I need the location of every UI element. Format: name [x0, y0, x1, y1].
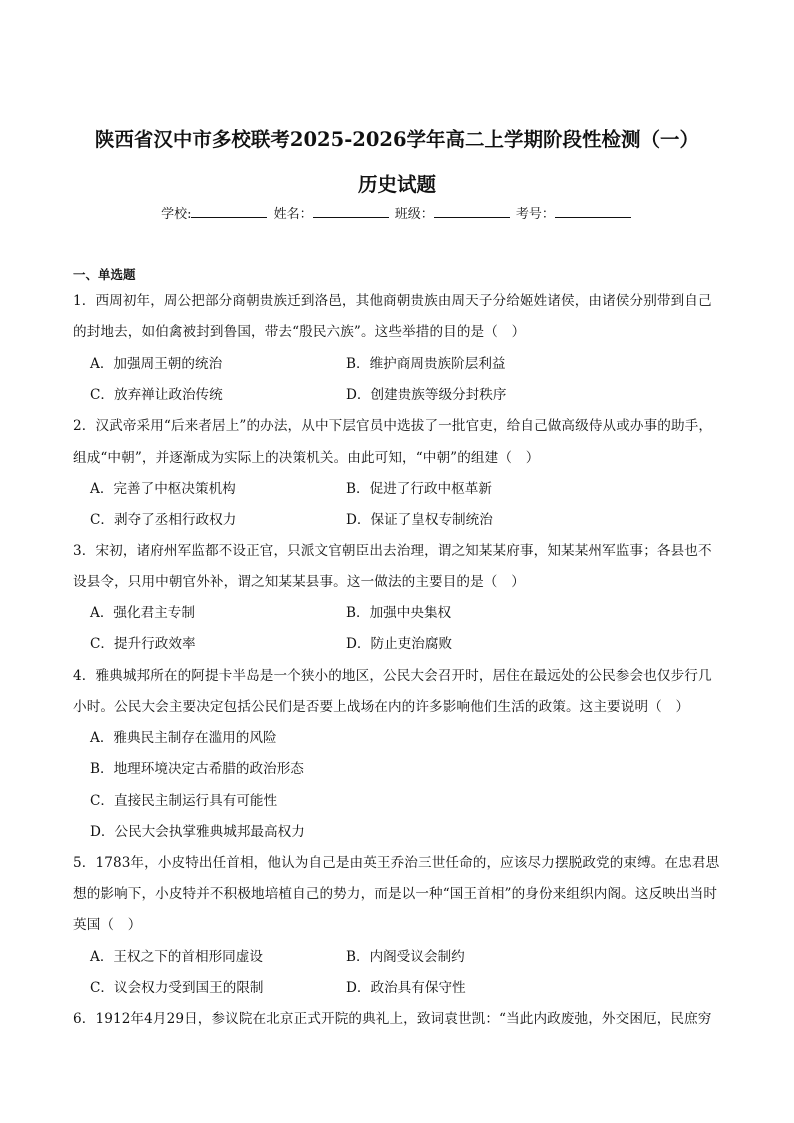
question-3-line-1: 3．宋初，诸府州军监都不设正官，只派文官朝臣出去治理，谓之知某某府事，知某某州军监事；各县也不 [73, 543, 712, 559]
class-blank[interactable] [434, 205, 510, 218]
school-label: 学校: [161, 207, 192, 222]
question-1-option-a: A．加强周王朝的统治 [90, 356, 223, 372]
question-6-line-1: 6．1912年4月29日，参议院在北京正式开院的典礼上，致词袁世凯：“当此内政废弛，外交困厄，民庶穷 [73, 1011, 712, 1027]
student-info-row [0, 203, 794, 222]
question-5-option-a: A．王权之下的首相形同虚设 [90, 949, 263, 965]
question-4-option-d: D．公民大会执掌雅典城邦最高权力 [90, 824, 305, 840]
question-5-option-b: B．内阁受议会制约 [346, 949, 465, 965]
question-3-option-c: C．提升行政效率 [90, 636, 196, 652]
exam-title: 陕西省汉中市多校联考2025-2026学年高二上学期阶段性检测（一） [94, 128, 700, 151]
question-2-option-b: B．促进了行政中枢革新 [346, 481, 492, 497]
school-blank[interactable] [191, 205, 267, 218]
question-5-line-1: 5．1783年，小皮特出任首相，他认为自己是由英王乔治三世任命的，应该尽力摆脱政党的束缚。在忠君思 [73, 855, 720, 871]
question-4-line-2: 小时。公民大会主要决定包括公民们是否要上战场在内的许多影响他们生活的政策。这主要说明（ ） [73, 699, 690, 715]
exam-subtitle: 历史试题 [357, 173, 436, 196]
question-5-line-3: 英国（ ） [73, 917, 142, 933]
exam-number-label: 考号： [515, 207, 555, 222]
exam-number-blank[interactable] [555, 205, 631, 218]
question-5-line-2: 想的影响下，小皮特并不积极地培植自己的势力，而是以一种“国王首相”的身份来组织内阁。这反映出当时 [73, 886, 718, 902]
name-label: 姓名： [273, 207, 313, 222]
question-3-line-2: 设县令，只用中朝官外补，谓之知某某县事。这一做法的主要目的是（ ） [73, 574, 525, 590]
question-4-option-a: A．雅典民主制存在滥用的风险 [90, 730, 277, 746]
question-2-line-2: 组成“中朝”，并逐渐成为实际上的决策机关。由此可知，“中朝”的组建（ ） [73, 450, 540, 466]
question-3-option-a: A．强化君主专制 [90, 605, 195, 621]
section-heading: 一、单选题 [73, 267, 136, 282]
question-2-option-c: C．剥夺了丞相行政权力 [90, 512, 237, 528]
question-1-line-2: 的封地去，如伯禽被封到鲁国，带去“殷民六族”。这些举措的目的是（ ） [73, 324, 526, 340]
question-2-line-1: 2．汉武帝采用“后来者居上”的办法，从中下层官员中选拔了一批官吏，给自己做高级侍从或办事的助手， [73, 418, 713, 434]
question-2-option-d: D．保证了皇权专制统治 [346, 512, 493, 528]
question-5-option-c: C．议会权力受到国王的限制 [90, 980, 264, 996]
question-2-option-a: A．完善了中枢决策机构 [90, 481, 236, 497]
question-1-option-d: D．创建贵族等级分封秩序 [346, 387, 507, 403]
name-blank[interactable] [313, 205, 389, 218]
question-1-option-c: C．放弃禅让政治传统 [90, 387, 223, 403]
class-label: 班级： [394, 207, 434, 222]
question-4-option-b: B．地理环境决定古希腊的政治形态 [90, 761, 304, 777]
question-1-option-b: B．维护商周贵族阶层利益 [346, 356, 506, 372]
question-3-option-d: D．防止吏治腐败 [346, 636, 453, 652]
question-4-line-1: 4．雅典城邦所在的阿提卡半岛是一个狭小的地区，公民大会召开时，居住在最远处的公民参会也仅步行几 [73, 668, 712, 684]
question-1-line-1: 1．西周初年，周公把部分商朝贵族迁到洛邑，其他商朝贵族由周天子分给姬姓诸侯，由诸侯分别带到自己 [73, 293, 712, 309]
question-3-option-b: B．加强中央集权 [346, 605, 452, 621]
question-4-option-c: C．直接民主制运行具有可能性 [90, 793, 278, 809]
question-5-option-d: D．政治具有保守性 [346, 980, 466, 996]
